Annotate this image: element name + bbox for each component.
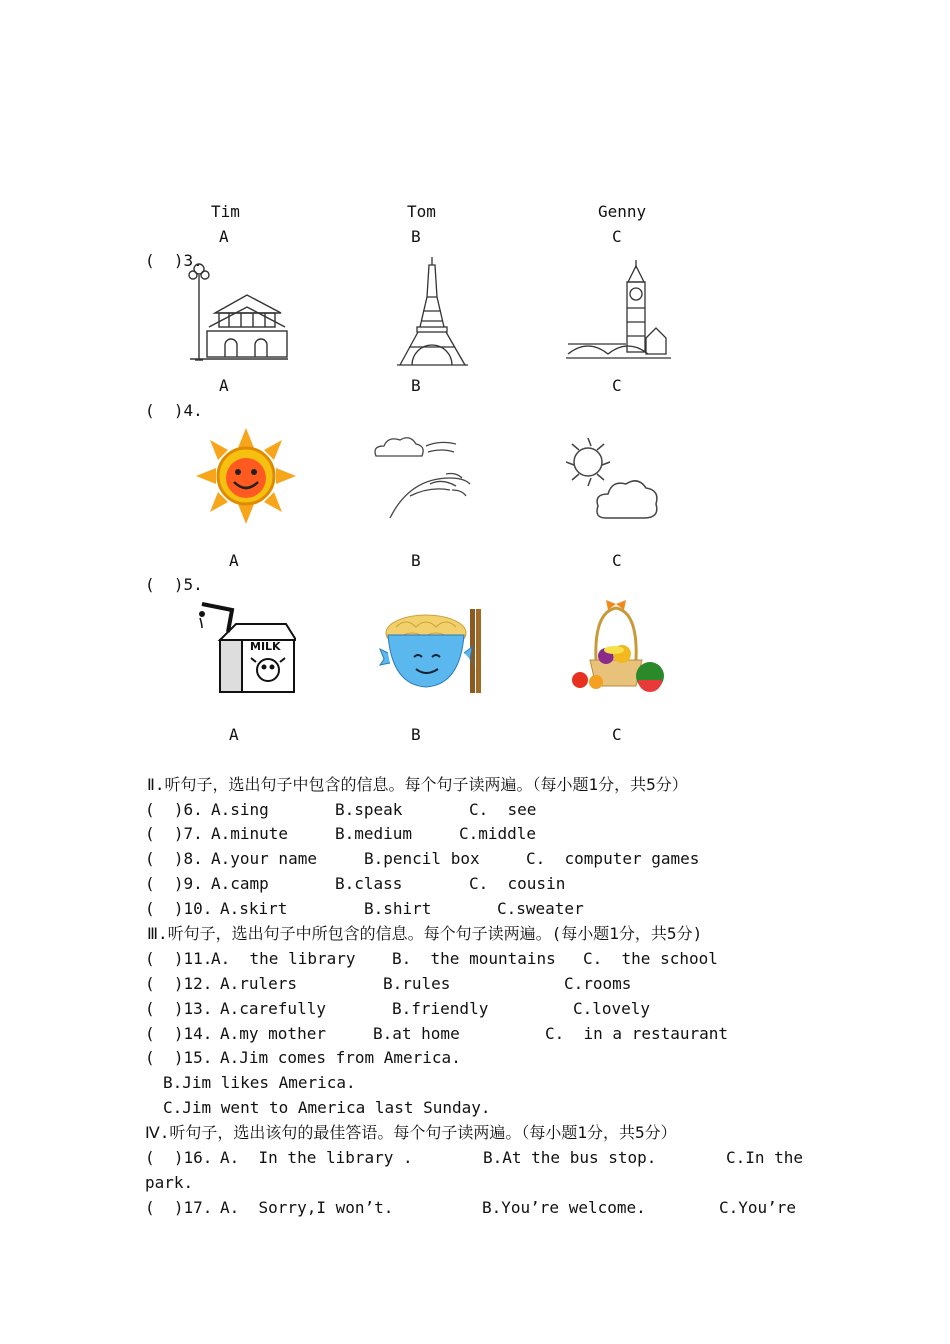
q10-option-c: C.sweater	[497, 899, 584, 918]
section-3-heading: Ⅲ.听句子，选出句子中所包含的信息。每个句子读两遍。(每小题1分，共5分)	[147, 924, 703, 943]
q13-option-c: C.lovely	[573, 999, 651, 1018]
section-4-heading: Ⅳ.听句子，选出该句的最佳答语。每个句子读两遍。（每小题1分，共5分）	[145, 1123, 677, 1142]
option-label-b: B	[411, 376, 421, 395]
question-5-number: ( )5.	[145, 575, 203, 594]
q15-number: ( )15.	[145, 1048, 213, 1067]
q16-option-a: A. In the library .	[220, 1148, 413, 1167]
q13-number: ( )13.	[145, 999, 213, 1018]
q8-number: ( )8.	[145, 849, 203, 868]
q7-option-c: C.middle	[459, 824, 537, 843]
q13-option-a: A.carefully	[220, 999, 326, 1018]
q11-option-a: A. the library	[211, 949, 356, 968]
q10-option-a: A.skirt	[220, 899, 288, 918]
q10-option-b: B.shirt	[364, 899, 432, 918]
q8-option-a: A.your name	[211, 849, 317, 868]
eiffel-tower-picture	[395, 255, 470, 367]
q6-option-b: B.speak	[335, 800, 403, 819]
q15-option-a: A.Jim comes from America.	[220, 1048, 461, 1067]
q12-number: ( )12.	[145, 974, 213, 993]
option-label-a: A	[219, 376, 229, 395]
q7-option-a: A.minute	[211, 824, 289, 843]
name-tim: Tim	[211, 202, 240, 221]
q9-option-c: C. cousin	[469, 874, 566, 893]
fruit-basket-picture	[566, 600, 668, 696]
option-label-c: C	[612, 227, 622, 246]
q16-option-b: B.At the bus stop.	[483, 1148, 657, 1167]
q16-option-c: C.In the	[726, 1148, 804, 1167]
q12-option-c: C.rooms	[564, 974, 632, 993]
option-label-b: B	[411, 227, 421, 246]
q9-option-a: A.camp	[211, 874, 269, 893]
question-3-number: ( )3.	[145, 251, 203, 270]
option-label-c: C	[612, 725, 622, 744]
q12-option-a: A.rulers	[220, 974, 298, 993]
q17-option-a: A. Sorry,I won’t.	[220, 1198, 394, 1217]
option-label-a: A	[229, 551, 239, 570]
option-label-c: C	[612, 551, 622, 570]
option-label-c: C	[612, 376, 622, 395]
q6-number: ( )6.	[145, 800, 203, 819]
section-2-heading: Ⅱ.听句子，选出句子中包含的信息。每个句子读两遍。（每小题1分，共5分）	[147, 775, 688, 794]
q15-option-c: C.Jim went to America last Sunday.	[163, 1098, 491, 1117]
q17-option-c: C.You’re	[719, 1198, 797, 1217]
q14-option-b: B.at home	[373, 1024, 460, 1043]
sun-picture	[196, 428, 296, 524]
q10-number: ( )10.	[145, 899, 213, 918]
question-4-number: ( )4.	[145, 401, 203, 420]
q7-option-b: B.medium	[335, 824, 413, 843]
q15-option-b: B.Jim likes America.	[163, 1073, 356, 1092]
q11-option-c: C. the school	[583, 949, 718, 968]
q6-option-a: A.sing	[211, 800, 269, 819]
name-genny: Genny	[598, 202, 647, 221]
milk-label: MILK	[250, 640, 281, 653]
q11-option-b: B. the mountains	[392, 949, 556, 968]
q17-option-b: B.You’re welcome.	[482, 1198, 646, 1217]
milk-carton-picture	[196, 600, 296, 695]
q14-option-c: C. in a restaurant	[545, 1024, 729, 1043]
option-label-b: B	[411, 551, 421, 570]
name-tom: Tom	[407, 202, 436, 221]
q14-option-a: A.my mother	[220, 1024, 326, 1043]
q8-option-b: B.pencil box	[364, 849, 480, 868]
q17-number: ( )17.	[145, 1198, 213, 1217]
windy-picture	[370, 434, 475, 522]
option-label-b: B	[411, 725, 421, 744]
sunny-cloudy-picture	[566, 434, 664, 524]
tiananmen-picture	[185, 255, 290, 365]
q9-number: ( )9.	[145, 874, 203, 893]
q13-option-b: B.friendly	[392, 999, 489, 1018]
q16-number: ( )16.	[145, 1148, 213, 1167]
q8-option-c: C. computer games	[526, 849, 700, 868]
q7-number: ( )7.	[145, 824, 203, 843]
q14-number: ( )14.	[145, 1024, 213, 1043]
option-label-a: A	[229, 725, 239, 744]
q16-option-c-wrap: park.	[145, 1173, 194, 1192]
big-ben-picture	[566, 258, 674, 366]
q9-option-b: B.class	[335, 874, 403, 893]
option-label-a: A	[219, 227, 229, 246]
q11-number: ( )11.	[145, 949, 213, 968]
q6-option-c: C. see	[469, 800, 537, 819]
noodle-bowl-picture	[378, 605, 486, 695]
q12-option-b: B.rules	[383, 974, 451, 993]
